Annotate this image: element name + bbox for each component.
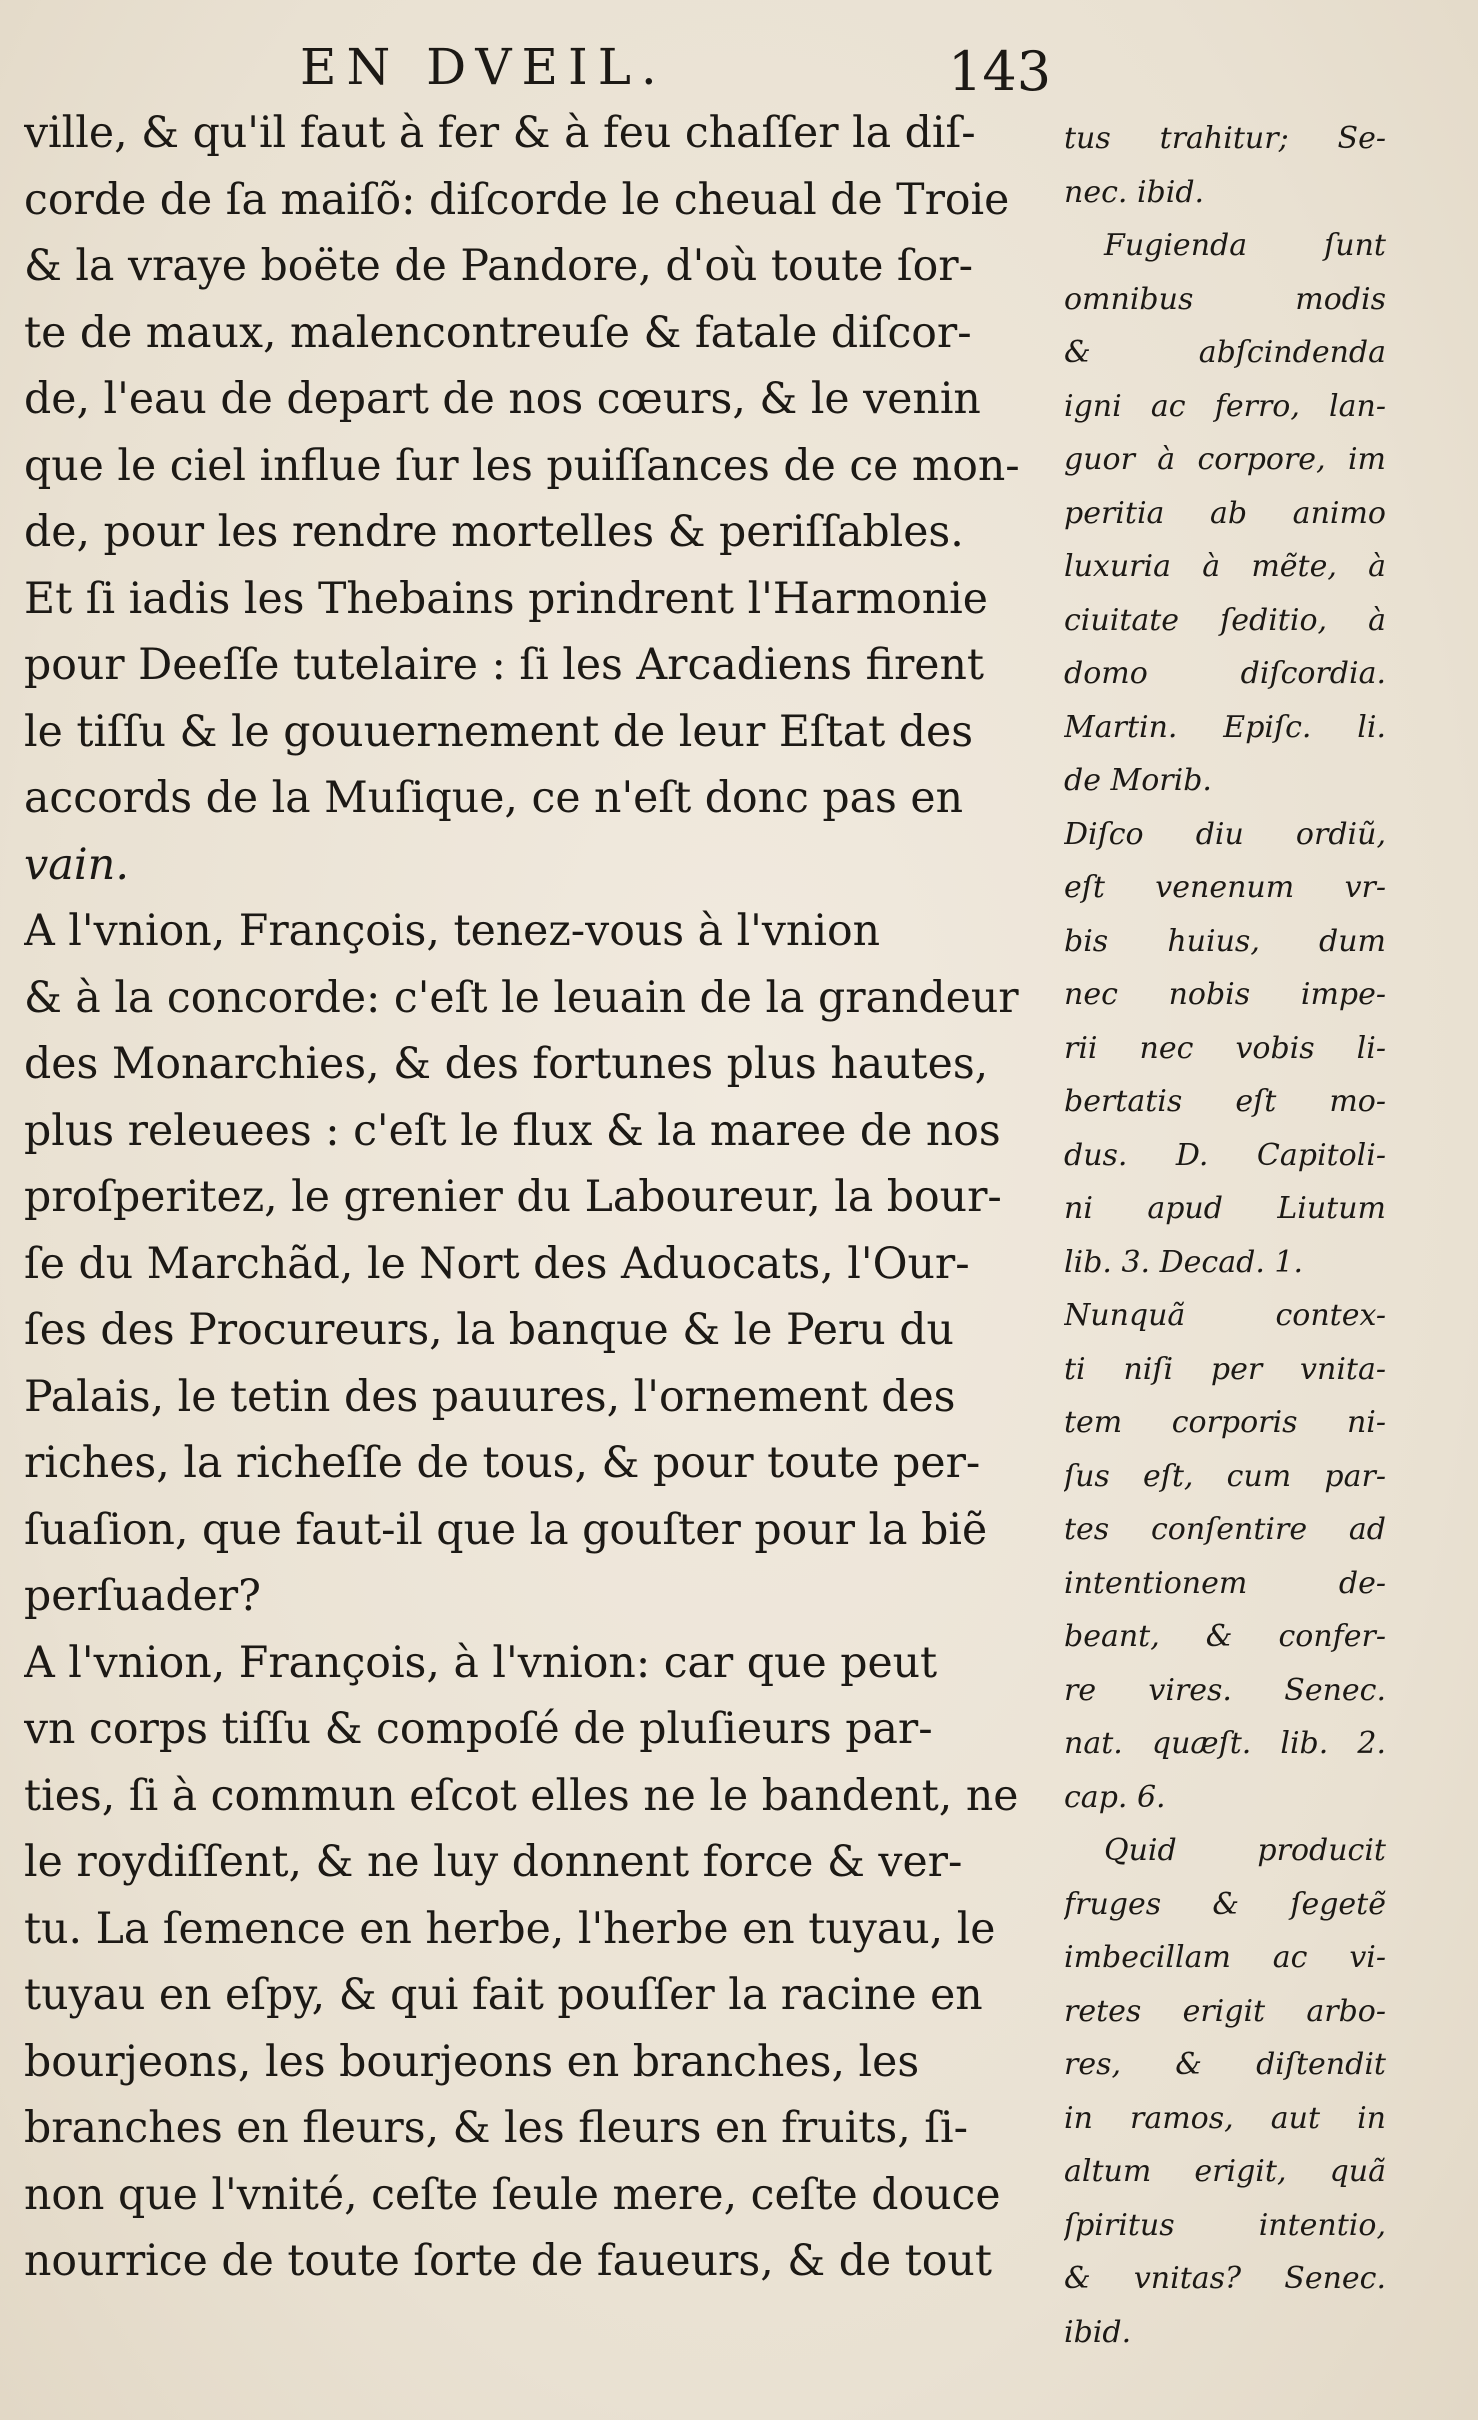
text-line: ſe du Marchãd, le Nort des Aduocats, l'Our-	[24, 1238, 970, 1289]
margin-note-line: eſt venenum vr-	[1064, 870, 1386, 905]
margin-note-line: nec. ibid.	[1064, 174, 1205, 210]
text-line: ville, & qu'il faut à fer & à feu chaſſer la diſ-	[24, 108, 976, 158]
margin-note-line: tes conſentire ad	[1064, 1512, 1386, 1547]
margin-note-line: nat. quæſt. lib. 2.	[1064, 1726, 1386, 1761]
text-line: ſes des Procureurs, la banque & le Peru du	[24, 1305, 954, 1355]
text-line: bourjeons, les bourjeons en branches, les	[24, 2036, 920, 2087]
margin-note-line: ciuitate ſeditio, à	[1064, 602, 1386, 638]
margin-notes	[1064, 112, 1386, 2359]
margin-note-line: fruges & ſegetẽ	[1064, 1886, 1386, 1922]
text-line: A l'vnion, François, tenez-vous à l'vnion	[24, 906, 881, 956]
margin-note-line: Martin. Epiſc. li.	[1064, 709, 1386, 745]
margin-note-line: rii nec vobis li-	[1064, 1030, 1386, 1066]
running-head: EN DVEIL.	[300, 38, 667, 96]
margin-note-line: ſus eſt, cum par-	[1064, 1458, 1386, 1494]
text-line: tu. La ſemence en herbe, l'herbe en tuyau, le	[24, 1903, 996, 1954]
text-line: vn corps tiſſu & compoſé de pluſieurs par-	[24, 1704, 933, 1754]
text-line: tuyau en eſpy, & qui fait pouſſer la racine en	[24, 1970, 983, 2020]
text-line: corde de ſa maiſõ: diſcorde le cheual de Troie	[24, 174, 1010, 225]
margin-note-line: bis huius, dum	[1064, 923, 1386, 959]
text-line: le roydiſſent, & ne luy donnent force & ver-	[24, 1837, 963, 1887]
margin-note-line: igni ac ferro, lan-	[1064, 388, 1386, 424]
margin-note-line: guor à corpore, im	[1064, 442, 1386, 477]
text-line: vain.	[24, 839, 130, 890]
margin-note-line: luxuria à mẽte, à	[1064, 549, 1386, 584]
text-line: accords de la Muſique, ce n'eſt donc pas en	[24, 773, 964, 823]
text-line: de, pour les rendre mortelles & periſſables.	[24, 507, 964, 557]
margin-note-line: peritia ab animo	[1064, 495, 1386, 531]
text-line: plus releuees : c'eſt le flux & la maree de nos	[24, 1105, 1001, 1156]
margin-note-line: nec nobis impe-	[1064, 977, 1386, 1012]
margin-note-line: altum erigit, quã	[1064, 2154, 1386, 2189]
main-text-block	[24, 100, 1064, 2295]
margin-note-line: Fugienda ſunt	[1104, 228, 1386, 263]
page-number: 143	[948, 40, 1052, 103]
text-line: ties, ſi à commun eſcot elles ne le bandent, ne	[24, 1770, 1019, 1821]
text-line: que le ciel influe ſur les puiſſances de ce mon-	[24, 440, 1020, 491]
text-line: le tiſſu & le gouuernement de leur Eſtat des	[24, 706, 974, 757]
margin-note-line: cap. 6.	[1064, 1779, 1166, 1815]
margin-note-line: Quid producit	[1104, 1833, 1386, 1868]
margin-note-line: res, & diſtendit	[1064, 2047, 1386, 2082]
margin-note-line: omnibus modis	[1064, 281, 1386, 317]
text-line: & la vraye boëte de Pandore, d'où toute ſor-	[24, 241, 974, 291]
margin-note-line: lib. 3. Decad. 1.	[1064, 1244, 1304, 1280]
margin-note-line: ſpiritus intentio,	[1064, 2207, 1386, 2243]
text-line: pour Deeſſe tutelaire : ſi les Arcadiens firent	[24, 640, 985, 690]
text-line: non que l'vnité, ceſte ſeule mere, ceſte douce	[24, 2169, 1001, 2220]
margin-note-line: tus trahitur; Se-	[1064, 121, 1386, 156]
margin-note-line: beant, & confer-	[1064, 1619, 1386, 1654]
margin-note-line: ti niſi per vnita-	[1064, 1351, 1386, 1387]
text-line: proſperitez, le grenier du Laboureur, la bour-	[24, 1172, 1002, 1222]
margin-note-line: in ramos, aut in	[1064, 2100, 1386, 2136]
margin-note-line: re vires. Senec.	[1064, 1672, 1386, 1708]
text-line: Palais, le tetin des pauures, l'ornement des	[24, 1371, 956, 1422]
text-line: perſuader?	[24, 1571, 261, 1621]
text-line: & à la concorde: c'eſt le leuain de la grandeur	[24, 972, 1019, 1023]
margin-note-line: Diſco diu ordiũ,	[1064, 816, 1386, 852]
margin-note-line: retes erigit arbo-	[1064, 1993, 1386, 2029]
text-line: Et ſi iadis les Thebains prindrent l'Harmonie	[24, 573, 988, 624]
margin-note-line: domo diſcordia.	[1064, 656, 1386, 691]
text-line: nourrice de toute ſorte de faueurs, & de tout	[24, 2236, 992, 2286]
margin-note-line: dus. D. Capitoli-	[1064, 1137, 1386, 1173]
margin-note-line: intentionem de-	[1064, 1565, 1386, 1601]
margin-note-line: de Morib.	[1064, 763, 1212, 798]
text-line: A l'vnion, François, à l'vnion: car que peut	[24, 1637, 938, 1688]
margin-note-line: tem corporis ni-	[1064, 1405, 1386, 1440]
text-line: te de maux, malencontreuſe & fatale diſcor-	[24, 307, 972, 358]
margin-note-line: & vnitas? Senec.	[1064, 2261, 1386, 2296]
text-line: des Monarchies, & des fortunes plus hautes,	[24, 1039, 989, 1089]
margin-note-line: ni apud Liutum	[1064, 1191, 1386, 1226]
text-line: ſuaſion, que faut-il que la gouſter pour la biẽ	[24, 1504, 988, 1555]
margin-note-line: ibid.	[1064, 2314, 1132, 2350]
text-line: de, l'eau de depart de nos cœurs, & le venin	[24, 374, 981, 424]
text-line: riches, la richeſſe de tous, & pour toute per-	[24, 1438, 981, 1488]
margin-note-line: & abſcindenda	[1064, 335, 1386, 370]
margin-note-line: Nunquã contex-	[1064, 1298, 1386, 1333]
text-line: branches en fleurs, & les fleurs en fruits, ſi-	[24, 2103, 969, 2153]
margin-note-line: bertatis eſt mo-	[1064, 1084, 1386, 1119]
margin-note-line: imbecillam ac vi-	[1064, 1940, 1386, 1975]
